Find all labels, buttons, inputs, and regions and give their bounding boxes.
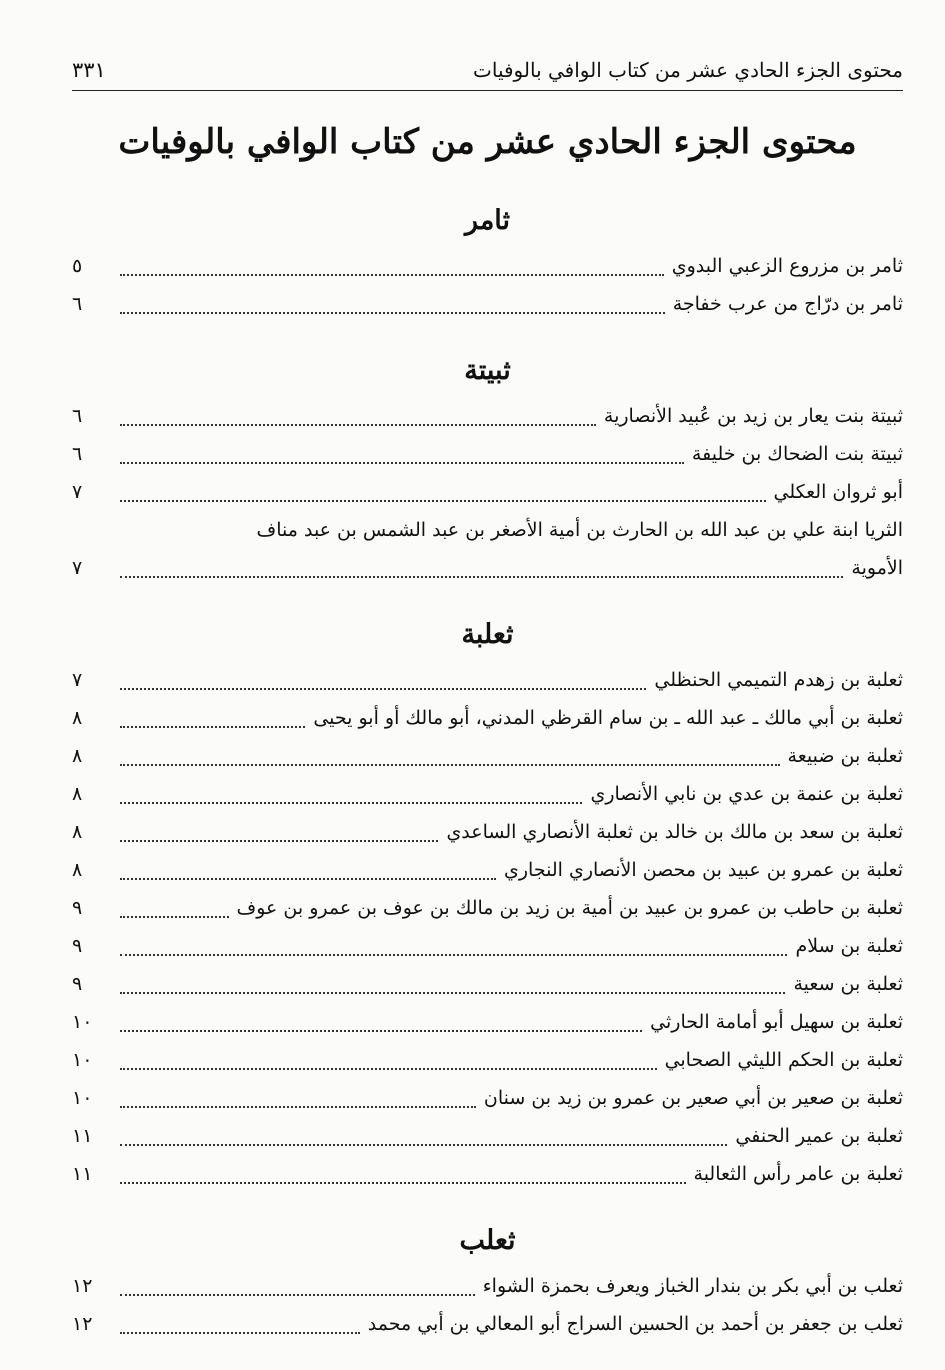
entry-page-number: ٨ — [72, 707, 83, 729]
entry-page-number: ٦ — [72, 443, 83, 465]
toc-entry — [72, 813, 903, 851]
toc-entry — [72, 737, 903, 775]
dot-leader — [120, 1106, 476, 1108]
entry-page-number: ٨ — [72, 783, 83, 805]
toc-entry — [72, 247, 903, 285]
toc-entry — [72, 1003, 903, 1041]
running-header-title: محتوى الجزء الحادي عشر من كتاب الوافي بالوفيات — [473, 58, 903, 82]
entry-name: ثعلبة بن زهدم التميمي الحنظلي — [654, 669, 903, 691]
entry-page-number: ٨ — [72, 859, 83, 881]
toc-entry — [72, 1305, 903, 1343]
entry-name: ثعلبة بن صعير بن أبي صعير بن عمرو بن زيد بن سنان — [483, 1087, 903, 1109]
entry-page-number: ٧ — [72, 481, 83, 503]
entry-name: ثعلبة بن عمير الحنفي — [735, 1125, 903, 1147]
entry-page-number: ١٠ — [72, 1011, 93, 1033]
table-of-contents — [72, 195, 903, 1343]
entry-page-number: ١١ — [72, 1163, 93, 1185]
section-title: ثبيتة — [464, 355, 511, 386]
toc-entry — [72, 285, 903, 323]
dot-leader — [120, 954, 787, 956]
dot-leader — [120, 1144, 727, 1146]
toc-entry — [72, 1041, 903, 1079]
page-number: ٣٣١ — [72, 58, 106, 82]
entry-page-number: ١٢ — [72, 1275, 93, 1297]
dot-leader — [120, 1332, 360, 1334]
entry-name: ثعلبة بن عمرو بن عبيد بن محصن الأنصاري النجاري — [504, 859, 903, 881]
dot-leader — [120, 992, 785, 994]
entry-name: ثبيتة بنت الضحاك بن خليفة — [691, 443, 903, 465]
entry-name: ثامر بن مزروع الزعبي البدوي — [671, 255, 903, 277]
dot-leader — [120, 424, 596, 426]
entry-page-number: ٦ — [72, 405, 83, 427]
section-title: ثعلب — [459, 1225, 516, 1256]
toc-entry — [72, 775, 903, 813]
dot-leader — [120, 576, 843, 578]
dot-leader — [120, 312, 665, 314]
dot-leader — [120, 1068, 657, 1070]
toc-entry — [72, 1117, 903, 1155]
toc-entry — [72, 435, 903, 473]
entry-name: ثعلبة بن سهيل أبو أمامة الحارثي — [650, 1011, 903, 1033]
entry-page-number: ٩ — [72, 897, 83, 919]
entry-name: ثعلبة بن عامر رأس الثعالبة — [693, 1163, 903, 1185]
entry-page-number: ٥ — [72, 255, 83, 277]
entry-name: ثبيتة بنت يعار بن زيد بن عُبيد الأنصارية — [603, 405, 903, 427]
entry-name: ثعلب بن جعفر بن أحمد بن الحسين السراج أبو المعالي بن أبي محمد — [367, 1313, 903, 1335]
entry-page-number: ١٢ — [72, 1313, 93, 1335]
toc-entry — [72, 661, 903, 699]
section-title: ثعلبة — [461, 619, 514, 650]
dot-leader — [120, 726, 305, 728]
entry-name: ثعلبة بن الحكم الليثي الصحابي — [664, 1049, 903, 1071]
toc-entry — [72, 1267, 903, 1305]
entry-page-number: ٧ — [72, 669, 83, 691]
entry-name: ثعلبة بن سعد بن مالك بن خالد بن ثعلبة الأنصاري الساعدي — [446, 821, 903, 843]
toc-entry — [72, 397, 903, 435]
toc-entry — [72, 851, 903, 889]
entry-name: ثعلبة بن أبي مالك ـ عبد الله ـ بن سام القرظي المدني، أبو مالك أو أبو يحيى — [313, 707, 903, 729]
entry-line-continued — [72, 549, 903, 587]
entry-name: ثعلب بن أبي بكر بن بندار الخباز ويعرف بحمزة الشواء — [482, 1275, 903, 1297]
toc-entry — [72, 889, 903, 927]
entry-name: ثامر بن درّاج من عرب خفاجة — [672, 293, 903, 315]
dot-leader — [120, 462, 684, 464]
dot-leader — [120, 764, 780, 766]
entry-page-number: ٩ — [72, 935, 83, 957]
entry-page-number: ١٠ — [72, 1049, 93, 1071]
toc-entry — [72, 473, 903, 511]
section-gap — [72, 323, 903, 345]
dot-leader — [120, 1294, 475, 1296]
dot-leader — [120, 878, 496, 880]
dot-leader — [120, 1182, 686, 1184]
entry-page-number: ٨ — [72, 821, 83, 843]
toc-entry — [72, 1079, 903, 1117]
entry-page-number: ٧ — [72, 557, 83, 579]
entry-name: ثعلبة بن سعية — [793, 973, 903, 995]
toc-entry — [72, 699, 903, 737]
toc-entry — [72, 511, 903, 587]
entry-page-number: ٦ — [72, 293, 83, 315]
entry-page-number: ١٠ — [72, 1087, 93, 1109]
dot-leader — [120, 802, 582, 804]
entry-name: الثريا ابنة علي بن عبد الله بن الحارث بن أمية الأصغر بن عبد الشمس بن عبد مناف — [256, 519, 903, 541]
dot-leader — [120, 1030, 642, 1032]
entry-page-number: ١١ — [72, 1125, 93, 1147]
entry-name: ثعلبة بن حاطب بن عمرو بن عبيد بن أمية بن زيد بن مالك بن عوف بن عمرو بن عوف — [236, 897, 903, 919]
page-title: محتوى الجزء الحادي عشر من كتاب الوافي بالوفيات — [118, 122, 857, 162]
entry-name: ثعلبة بن ضبيعة — [787, 745, 903, 767]
toc-entry — [72, 1155, 903, 1193]
dot-leader — [120, 840, 438, 842]
entry-name: أبو ثروان العكلي — [773, 481, 903, 503]
section-gap — [72, 587, 903, 609]
entry-name: ثعلبة بن عنمة بن عدي بن نابي الأنصاري — [590, 783, 903, 805]
dot-leader — [120, 916, 229, 918]
section-title: ثامر — [464, 205, 511, 236]
running-header — [72, 50, 903, 91]
section-gap — [72, 1193, 903, 1215]
entry-name-continued: الأموية — [851, 557, 903, 579]
dot-leader — [120, 688, 646, 690]
entry-page-number: ٩ — [72, 973, 83, 995]
toc-entry — [72, 927, 903, 965]
entry-page-number: ٨ — [72, 745, 83, 767]
toc-entry — [72, 965, 903, 1003]
dot-leader — [120, 500, 766, 502]
entry-name: ثعلبة بن سلام — [795, 935, 903, 957]
dot-leader — [120, 274, 664, 276]
